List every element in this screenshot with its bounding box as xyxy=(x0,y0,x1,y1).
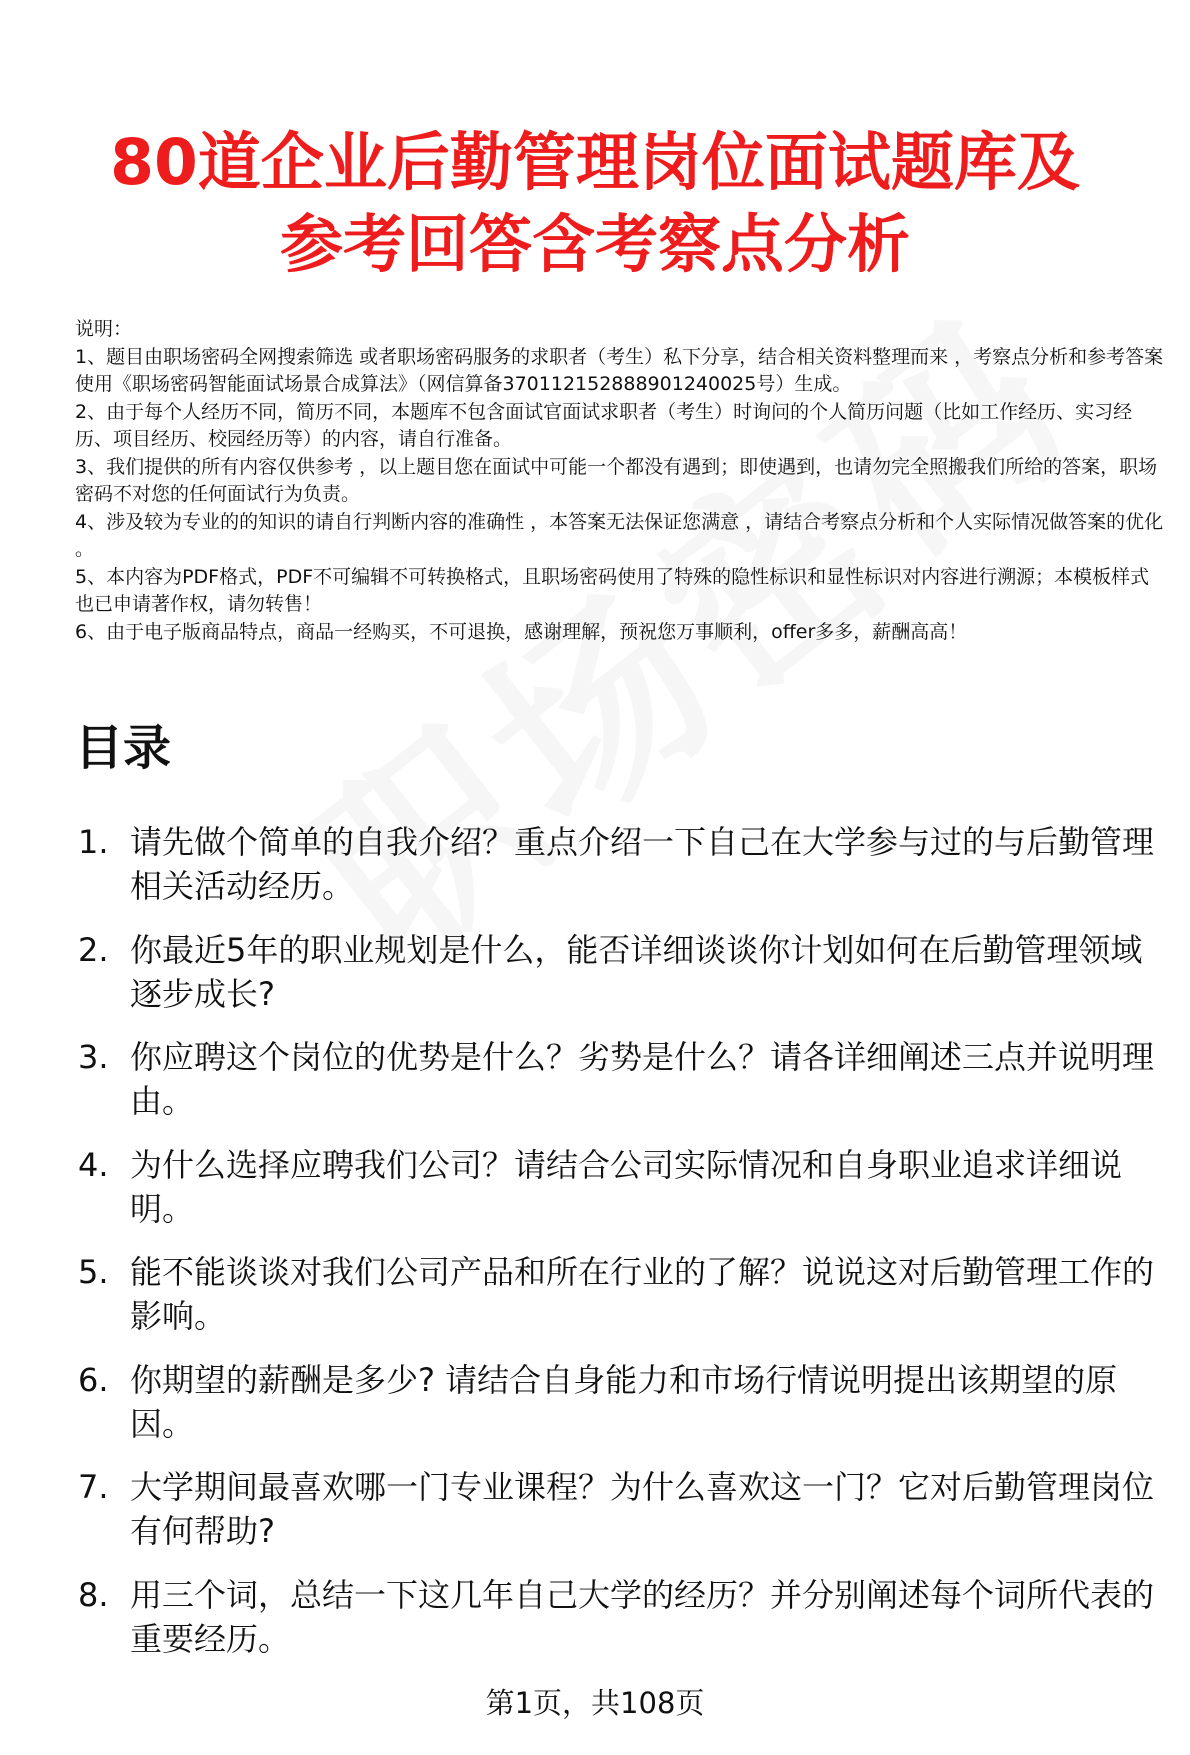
toc-heading: 目录 xyxy=(75,720,172,776)
note-item-2: 2、由于每个人经历不同，简历不同，本题库不包含面试官面试求职者（考生）时询问的个人简历问题（比如工作经历、实习经历、项目经历、校园经历等）的内容，请自行准备。 xyxy=(75,400,1133,450)
toc-item[interactable] xyxy=(75,1358,1170,1446)
note-item-3: 3、我们提供的所有内容仅供参考 ，以上题目您在面试中可能一个都没有遇到；即使遇到，也请勿完全照搬我们所给的答案，职场密码不对您的任何面试行为负责。 xyxy=(75,455,1158,505)
toc-item-text: 大学期间最喜欢哪一门专业课程？为什么喜欢这一门？它对后勤管理岗位有何帮助? xyxy=(130,1468,1155,1550)
page-number-footer: 第1页，共108页 xyxy=(485,1686,705,1720)
toc-item-number: 3. xyxy=(78,1038,109,1076)
toc-item-number: 8. xyxy=(78,1575,109,1614)
toc-item[interactable] xyxy=(75,1465,1170,1553)
toc-item-text: 能不能谈谈对我们公司产品和所在行业的了解？说说这对后勤管理工作的影响。 xyxy=(130,1253,1155,1335)
toc-item-text: 你应聘这个岗位的优势是什么？劣势是什么？请各详细阐述三点并说明理由。 xyxy=(130,1038,1155,1120)
toc-item-number: 5. xyxy=(78,1253,109,1291)
disclaimer-notes xyxy=(75,316,1165,646)
toc-item-number: 4. xyxy=(78,1145,109,1184)
toc-item-text: 用三个词，总结一下这几年自己大学的经历？并分别阐述每个词所代表的重要经历。 xyxy=(130,1575,1155,1658)
toc-item[interactable] xyxy=(75,820,1170,908)
note-item-1: 1、题目由职场密码全网搜索筛选 或者职场密码服务的求职者（考生）私下分享，结合相关资料整理而来 ，考察点分析和参考答案使用《职场密码智能面试场景合成算法》（网信算备370112152888901240025号）生成。 xyxy=(75,345,1164,395)
note-item-4: 4、涉及较为专业的的知识的请自行判断内容的准确性 ，本答案无法保证您满意 ，请结合考察点分析和个人实际情况做答案的优化 。 xyxy=(75,510,1164,560)
toc-item[interactable] xyxy=(75,1035,1170,1123)
toc-item[interactable] xyxy=(75,1573,1170,1661)
toc-item[interactable] xyxy=(75,928,1170,1016)
toc-item-text: 请先做个简单的自我介绍？重点介绍一下自己在大学参与过的与后勤管理相关活动经历。 xyxy=(130,823,1155,905)
toc-item-text: 为什么选择应聘我们公司？请结合公司实际情况和自身职业追求详细说明。 xyxy=(130,1145,1123,1228)
toc-item[interactable] xyxy=(75,1250,1170,1338)
toc-list xyxy=(75,820,1170,1680)
toc-item-text: 你期望的薪酬是多少? 请结合自身能力和市场行情说明提出该期望的原因。 xyxy=(130,1360,1118,1443)
toc-item-number: 7. xyxy=(78,1468,109,1506)
note-item-5: 5、本内容为PDF格式，PDF不可编辑不可转换格式，且职场密码使用了特殊的隐性标识和显性标识对内容进行溯源；本模板样式也已申请著作权，请勿转售！ xyxy=(75,565,1150,615)
toc-item-text: 你最近5年的职业规划是什么，能否详细谈谈你计划如何在后勤管理领域逐步成长? xyxy=(130,930,1143,1013)
document-title xyxy=(60,122,1130,286)
toc-item-number: 6. xyxy=(78,1360,109,1399)
title-line-1: 80道企业后勤管理岗位面试题库及 xyxy=(110,126,1080,199)
toc-item-number: 2. xyxy=(78,930,109,969)
toc-item[interactable] xyxy=(75,1143,1170,1231)
toc-item-number: 1. xyxy=(78,823,109,861)
note-item-6: 6、由于电子版商品特点，商品一经购买，不可退换，感谢理解，预祝您万事顺利，offer多多，薪酬高高！ xyxy=(75,620,968,643)
title-line-2: 参考回答含考察点分析 xyxy=(280,208,910,281)
notes-heading: 说明： xyxy=(75,318,133,340)
